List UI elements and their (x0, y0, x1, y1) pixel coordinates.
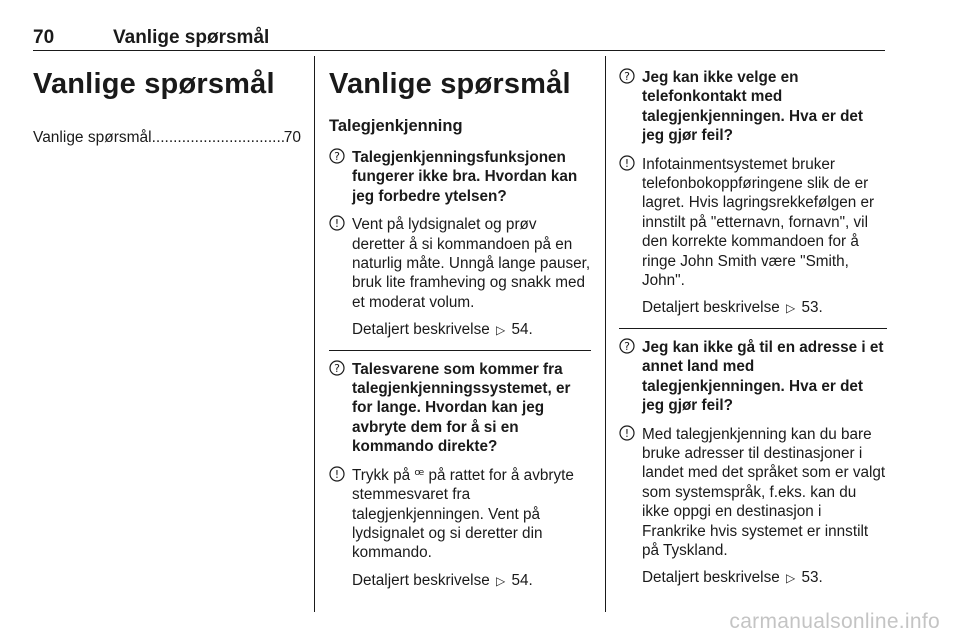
question-mark-icon (619, 338, 639, 357)
question-text: Talesvarene som kommer fra talegjenkjenningssystemet, er for lange. Hvordan kan jeg avbryte dem for å si en kommando direkte? (352, 360, 571, 456)
voice-button-icon: ꟹ (414, 466, 425, 484)
reference-page: 53. (801, 569, 823, 587)
reference-text: Detaljert beskrivelse (642, 299, 780, 317)
toc-entry[interactable] (33, 128, 301, 148)
qa-divider (619, 328, 887, 329)
reference-text: Detaljert beskrivelse (642, 569, 780, 587)
page-header (33, 26, 885, 51)
reference-text: Detaljert beskrivelse (352, 571, 490, 589)
reference-page: 54. (511, 571, 533, 589)
reference-arrow-icon: ▷ (495, 323, 506, 338)
answer (329, 215, 591, 340)
svg-text:?: ? (624, 339, 630, 353)
svg-text:!: ! (334, 467, 340, 481)
reference-arrow-icon: ▷ (785, 301, 796, 316)
subsection-heading: Talegjenkjenning (329, 117, 463, 135)
cross-reference[interactable] (352, 320, 591, 340)
reference-arrow-icon: ▷ (785, 571, 796, 586)
chapter-title: Vanlige spørsmål (33, 68, 275, 100)
svg-text:!: ! (624, 426, 630, 440)
column-divider (314, 56, 315, 612)
column-divider (605, 56, 606, 612)
answer-text-after-icon: på rattet for å avbryte stemmesvaret fra talegjenkjenningen. Vent på lydsignalet og si deretter din kommando. (352, 466, 574, 562)
info-mark-icon (619, 425, 639, 444)
info-mark-icon (329, 466, 349, 485)
qa-divider (329, 350, 591, 351)
reference-page: 54. (511, 321, 533, 339)
cross-reference[interactable] (642, 298, 887, 318)
question (619, 338, 887, 416)
svg-text:?: ? (334, 361, 340, 375)
cross-reference[interactable] (642, 568, 887, 588)
question-mark-icon (619, 68, 639, 87)
question-text: Jeg kan ikke gå til en adresse i et annet land med talegjenkjenningen. Hva er det jeg gjør feil? (642, 338, 884, 415)
question-mark-icon (329, 360, 349, 379)
content-column-middle (329, 56, 591, 591)
question-mark-icon (329, 148, 349, 167)
content-column-right (619, 56, 887, 589)
toc-entry-label: Vanlige spørsmål (33, 129, 152, 146)
info-mark-icon (329, 215, 349, 234)
answer (619, 425, 887, 589)
cross-reference[interactable] (352, 571, 591, 591)
toc-entry-page: 70 (283, 129, 301, 146)
answer-text: Infotainmentsystemet bruker telefonbokoppføringene slik de er lagret. Hvis lagringsrekkefølgen er innstilt på "etternavn, fornavn", vil den korrekte kommandoen for å ringe John Smith være "Smith, John". (642, 155, 875, 290)
question-text: Talegjenkjenningsfunksjonen fungerer ikke bra. Hvordan kan jeg forbedre ytelsen? (352, 149, 578, 205)
reference-arrow-icon: ▷ (495, 573, 506, 588)
question-text: Jeg kan ikke velge en telefonkontakt med talegjenkjenningen. Hva er det jeg gjør feil? (642, 69, 864, 145)
svg-text:!: ! (334, 217, 340, 231)
svg-text:?: ? (334, 150, 340, 163)
question (329, 360, 591, 457)
reference-page: 53. (801, 299, 823, 317)
page-number: 70 (33, 27, 55, 48)
answer (619, 155, 887, 319)
toc-leader-dots (152, 128, 284, 148)
svg-text:!: ! (624, 156, 630, 170)
watermark[interactable]: carmanualsonline.info (729, 610, 940, 633)
running-title: Vanlige spørsmål (113, 27, 270, 48)
section-title: Vanlige spørsmål (329, 68, 571, 100)
question (619, 68, 887, 146)
answer-text: Vent på lydsignalet og prøv deretter å si kommandoen på en naturlig måte. Unngå lange pauser, bruk lite framheving og snakk med et moderat volum. (352, 216, 591, 311)
svg-text:?: ? (624, 70, 630, 83)
answer-text-before-icon: Trykk på (352, 466, 411, 484)
question (329, 148, 591, 206)
answer-text: Med talegjenkjenning kan du bare bruke adresser til destinasjoner i landet med det språket som er valgt som systemspråk, f.eks. kan du ikke oppgi en destinasjon i Frankrike hvis systemet er innstilt på Tyskland. (642, 425, 886, 559)
answer (329, 466, 591, 591)
info-mark-icon (619, 155, 639, 174)
reference-text: Detaljert beskrivelse (352, 321, 490, 339)
toc-column (33, 56, 301, 148)
